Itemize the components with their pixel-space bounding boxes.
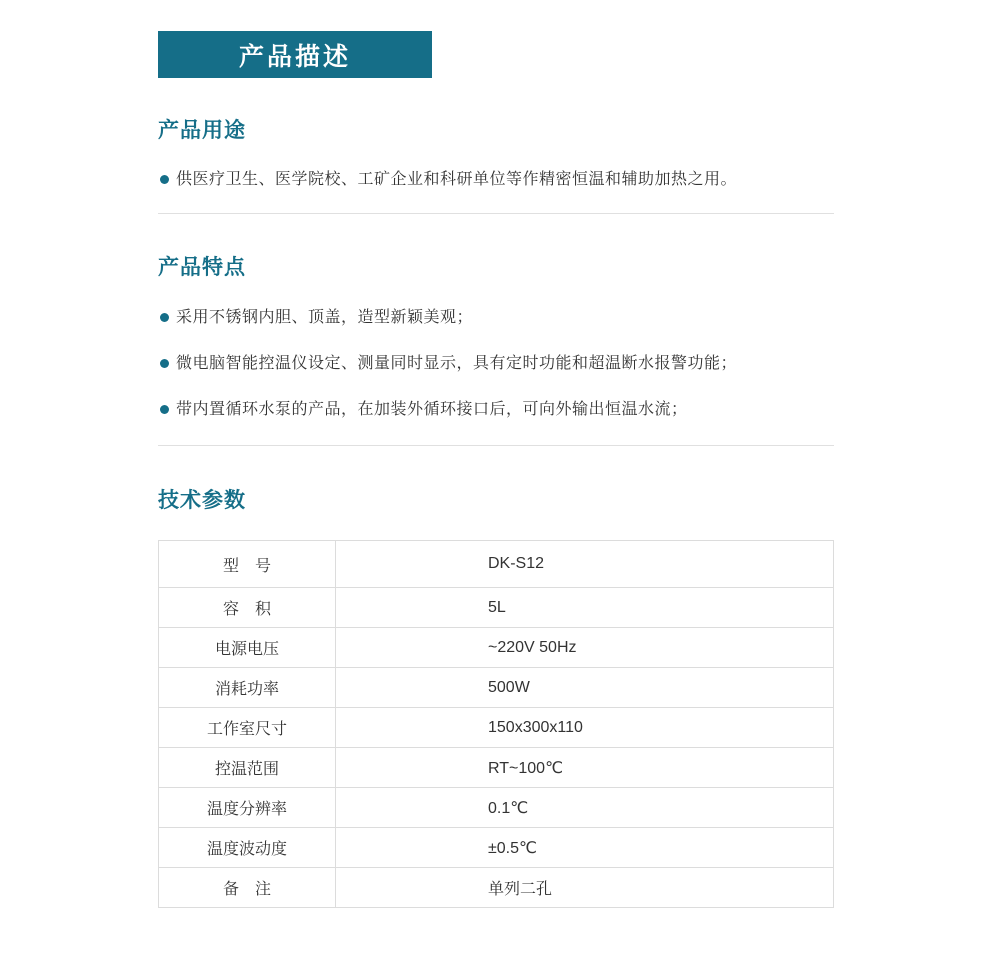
spec-label: 电源电压	[159, 628, 336, 668]
table-row	[159, 828, 834, 868]
feature-bullet-text: 采用不锈钢内胆、顶盖，造型新颖美观；	[176, 309, 474, 326]
usage-bullet-text: 供医疗卫生、医学院校、工矿企业和科研单位等作精密恒温和辅助加热之用。	[176, 171, 738, 188]
bullet-dot-icon	[160, 313, 169, 322]
table-row	[159, 708, 834, 748]
spec-value: RT~100℃	[336, 748, 834, 788]
usage-bullet-list	[158, 170, 834, 190]
feature-bullet-item	[158, 308, 834, 328]
spec-label: 备 注	[159, 868, 336, 908]
spec-value: 5L	[336, 588, 834, 628]
table-row	[159, 588, 834, 628]
feature-bullet-text: 微电脑智能控温仪设定、测量同时显示，具有定时功能和超温断水报警功能；	[176, 355, 738, 372]
spec-value: 0.1℃	[336, 788, 834, 828]
table-row	[159, 868, 834, 908]
spec-value: 150x300x110	[336, 708, 834, 748]
feature-bullet-item	[158, 400, 834, 420]
feature-bullet-list	[158, 308, 834, 420]
feature-bullet-item	[158, 354, 834, 374]
feature-bullet-text: 带内置循环水泵的产品，在加装外循环接口后，可向外输出恒温水流；	[176, 401, 688, 418]
bullet-dot-icon	[160, 359, 169, 368]
content-column	[158, 31, 834, 908]
spec-label: 消耗功率	[159, 668, 336, 708]
spec-label: 工作室尺寸	[159, 708, 336, 748]
table-row	[159, 748, 834, 788]
spec-table	[158, 540, 834, 908]
spec-value: ~220V 50Hz	[336, 628, 834, 668]
spec-label: 型 号	[159, 541, 336, 588]
spec-label: 温度分辨率	[159, 788, 336, 828]
table-row	[159, 628, 834, 668]
bullet-dot-icon	[160, 405, 169, 414]
spec-label: 控温范围	[159, 748, 336, 788]
section-banner	[158, 31, 432, 78]
section-heading-specs: 技术参数	[158, 489, 246, 512]
spec-value: ±0.5℃	[336, 828, 834, 868]
banner-title: 产品描述	[238, 42, 351, 71]
spec-value: DK-S12	[336, 541, 834, 588]
spec-value: 500W	[336, 668, 834, 708]
section-heading-features: 产品特点	[158, 256, 246, 279]
spec-label: 容 积	[159, 588, 336, 628]
spec-value: 单列二孔	[336, 868, 834, 908]
table-row	[159, 541, 834, 588]
table-row	[159, 668, 834, 708]
divider	[158, 213, 834, 214]
section-heading-usage: 产品用途	[158, 119, 246, 142]
usage-bullet-item	[158, 170, 834, 190]
divider	[158, 445, 834, 446]
bullet-dot-icon	[160, 175, 169, 184]
table-row	[159, 788, 834, 828]
spec-label: 温度波动度	[159, 828, 336, 868]
